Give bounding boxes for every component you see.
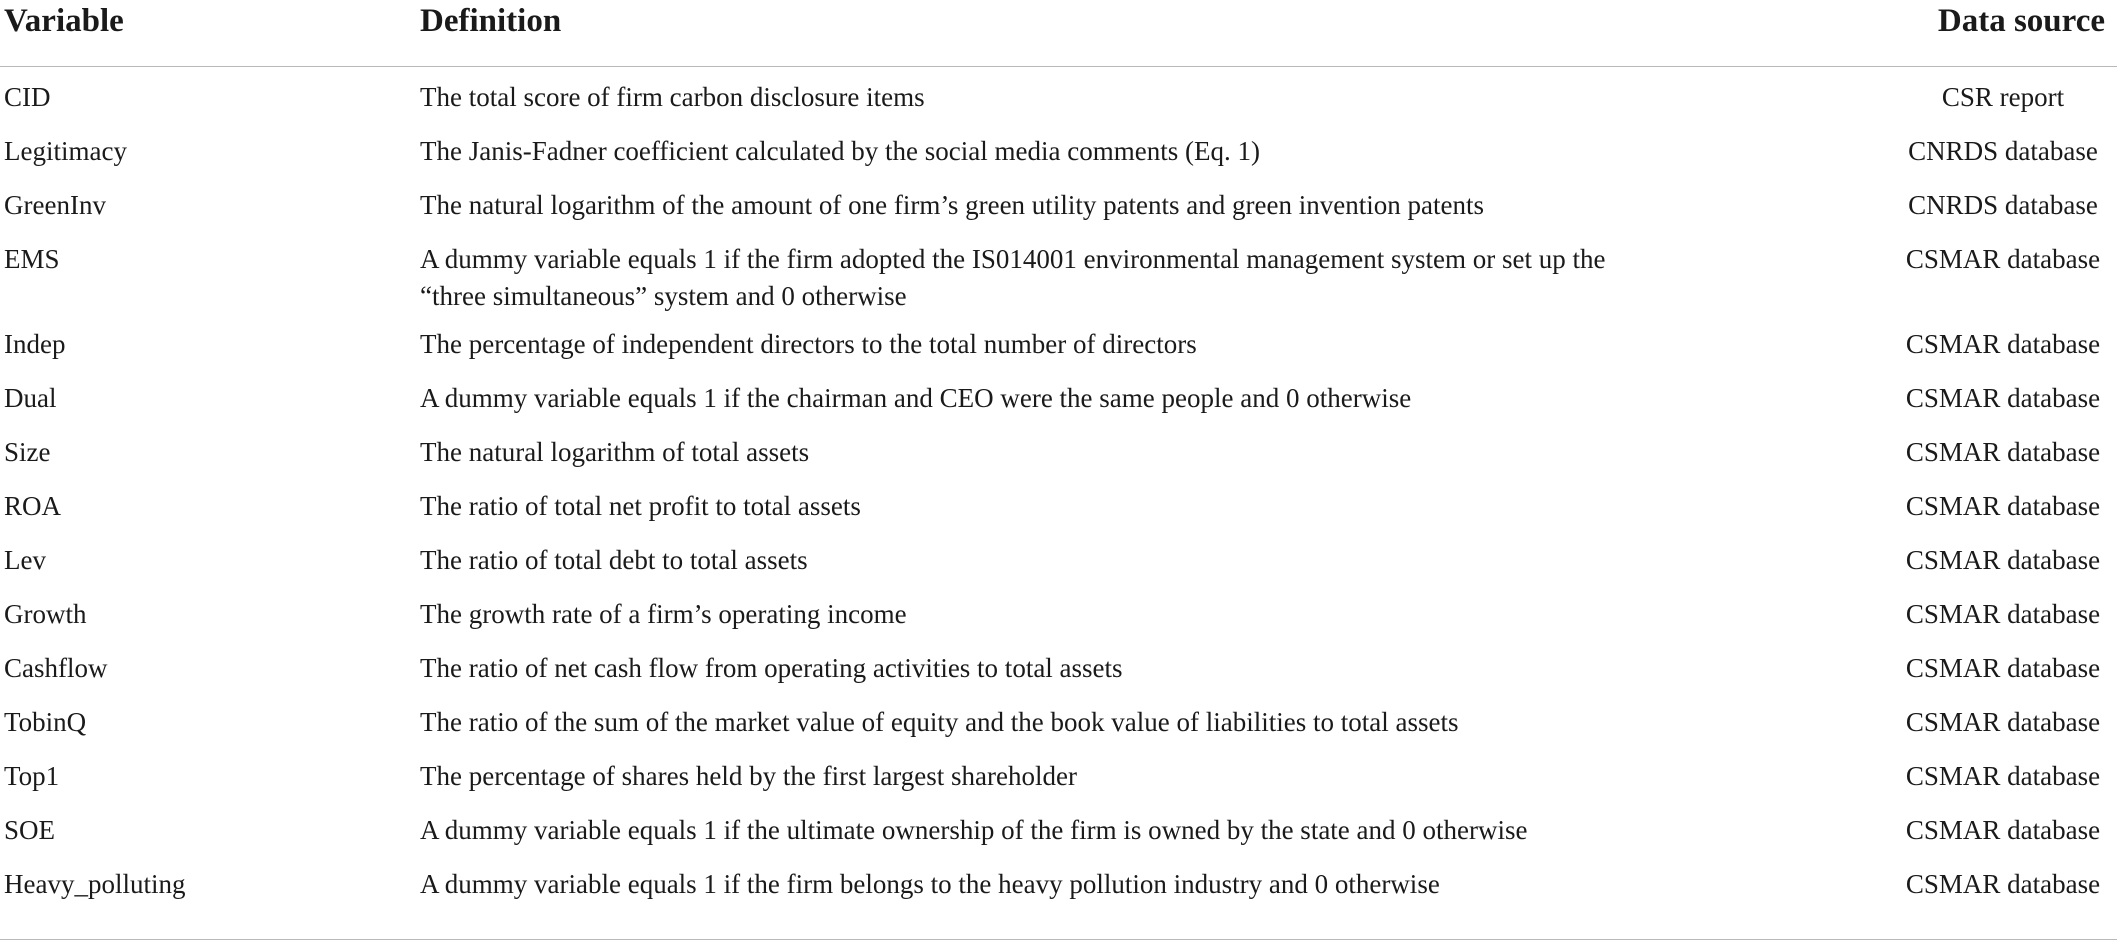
cell-data-source: CSMAR database — [1905, 244, 2101, 274]
cell-definition: The ratio of net cash flow from operating activities to total assets — [420, 653, 1123, 683]
cell-data-source: CSMAR database — [1905, 383, 2101, 413]
cell-data-source: CNRDS database — [1908, 190, 2098, 220]
cell-data-source: CSR report — [1941, 82, 2065, 112]
cell-variable: Heavy_polluting — [4, 869, 186, 899]
cell-variable: GreenInv — [4, 190, 106, 220]
cell-variable: Legitimacy — [4, 136, 127, 166]
header-definition: Definition — [420, 3, 562, 39]
cell-definition: A dummy variable equals 1 if the firm belongs to the heavy pollution industry and 0 otherwise — [420, 869, 1440, 899]
cell-definition: The Janis-Fadner coefficient calculated by the social media comments (Eq. 1) — [420, 136, 1260, 166]
cell-definition: A dummy variable equals 1 if the firm adopted the IS014001 environmental management system or set up the “three simultaneous” system and 0 otherwise — [420, 244, 1606, 311]
header-variable: Variable — [4, 3, 124, 39]
cell-variable: EMS — [4, 244, 60, 274]
cell-data-source: CSMAR database — [1905, 869, 2101, 899]
cell-variable: Size — [4, 437, 51, 467]
cell-definition: The ratio of the sum of the market value of equity and the book value of liabilities to total assets — [420, 707, 1459, 737]
cell-variable: TobinQ — [4, 707, 87, 737]
cell-variable: Indep — [4, 329, 66, 359]
cell-data-source: CSMAR database — [1905, 815, 2101, 845]
cell-definition: The percentage of independent directors to the total number of directors — [420, 329, 1197, 359]
cell-data-source: CSMAR database — [1905, 437, 2101, 467]
cell-data-source: CSMAR database — [1905, 707, 2101, 737]
cell-definition: The natural logarithm of the amount of one firm’s green utility patents and green invention patents — [420, 190, 1484, 220]
cell-data-source: CSMAR database — [1905, 491, 2101, 521]
cell-definition: The ratio of total net profit to total assets — [420, 491, 861, 521]
cell-variable: ROA — [4, 491, 62, 521]
cell-definition: The total score of firm carbon disclosure items — [420, 82, 925, 112]
cell-data-source: CSMAR database — [1905, 653, 2101, 683]
cell-variable: Growth — [4, 599, 87, 629]
table-header — [0, 0, 2117, 67]
cell-data-source: CSMAR database — [1905, 599, 2101, 629]
cell-definition: The percentage of shares held by the first largest shareholder — [420, 761, 1077, 791]
cell-definition: A dummy variable equals 1 if the chairman and CEO were the same people and 0 otherwise — [420, 383, 1412, 413]
cell-variable: Top1 — [4, 761, 60, 791]
bottom-rule — [0, 939, 2117, 940]
cell-variable: Cashflow — [4, 653, 108, 683]
cell-variable: Dual — [4, 383, 57, 413]
cell-variable: Lev — [4, 545, 46, 575]
cell-data-source: CNRDS database — [1908, 136, 2098, 166]
header-data-source: Data source — [1937, 3, 2105, 39]
cell-data-source: CSMAR database — [1905, 761, 2101, 791]
cell-definition: The natural logarithm of total assets — [420, 437, 810, 467]
cell-definition: A dummy variable equals 1 if the ultimate ownership of the firm is owned by the state and 0 otherwise — [420, 815, 1528, 845]
cell-variable: SOE — [4, 815, 56, 845]
cell-definition: The growth rate of a firm’s operating income — [420, 599, 907, 629]
cell-variable: CID — [4, 82, 51, 112]
cell-definition: The ratio of total debt to total assets — [420, 545, 808, 575]
cell-data-source: CSMAR database — [1905, 545, 2101, 575]
cell-data-source: CSMAR database — [1905, 329, 2101, 359]
